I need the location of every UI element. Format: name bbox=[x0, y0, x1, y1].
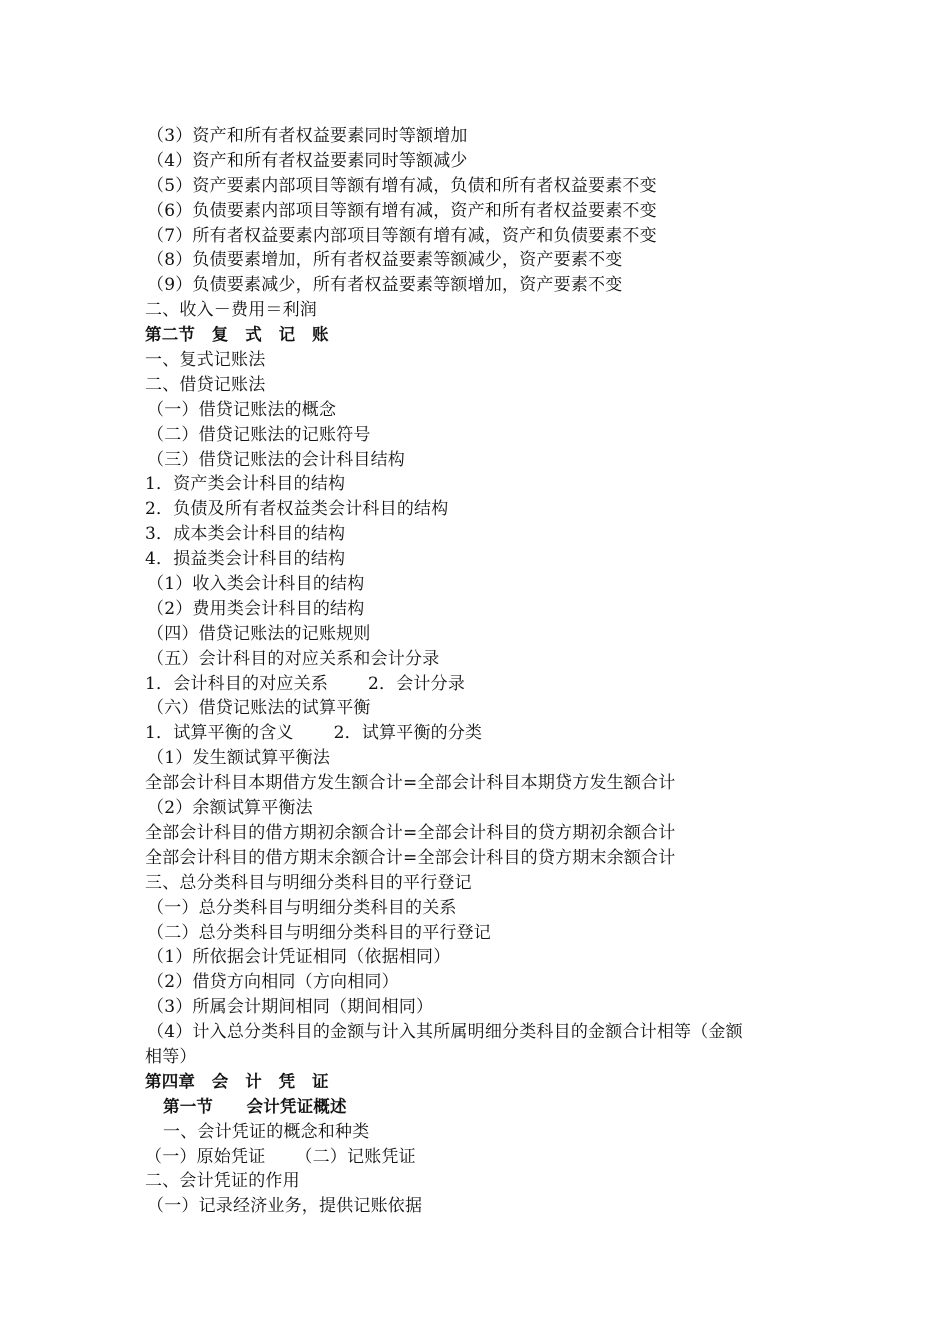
text-line: （2）余额试算平衡法 bbox=[147, 798, 313, 819]
text-line: （1）所依据会计凭证相同（依据相同） bbox=[147, 947, 451, 968]
text-line: （5）资产要素内部项目等额有增有减，负债和所有者权益要素不变 bbox=[147, 175, 657, 196]
text-line bbox=[145, 672, 825, 697]
text-line: （3）资产和所有者权益要素同时等额增加 bbox=[147, 126, 468, 146]
text-segment: 2．会计分录 bbox=[368, 673, 466, 694]
text-line: （六）借贷记账法的试算平衡 bbox=[147, 698, 371, 719]
text-line: （6）负债要素内部项目等额有增有减，资产和所有者权益要素不变 bbox=[147, 200, 657, 221]
text-line: （4）资产和所有者权益要素同时等额减少 bbox=[147, 150, 468, 171]
text-segment: （一）原始凭证 bbox=[145, 1146, 266, 1167]
chapter-heading: 第四章 会 计 凭 证 bbox=[145, 1071, 329, 1091]
text-line: 全部会计科目本期借方发生额合计=全部会计科目本期贷方发生额合计 bbox=[145, 773, 676, 794]
text-line: 二、收入－费用＝利润 bbox=[145, 300, 317, 321]
text-segment: （二）记账凭证 bbox=[295, 1146, 416, 1167]
text-line: （一）借贷记账法的概念 bbox=[147, 399, 337, 420]
text-segment: 1．试算平衡的含义 bbox=[145, 723, 294, 744]
text-line: 4．损益类会计科目的结构 bbox=[145, 549, 346, 570]
text-line: （8）负债要素增加，所有者权益要素等额减少，资产要素不变 bbox=[147, 250, 623, 271]
text-line: （四）借贷记账法的记账规则 bbox=[147, 623, 371, 644]
text-line: 三、总分类科目与明细分类科目的平行登记 bbox=[145, 872, 472, 893]
text-line: 全部会计科目的借方期初余额合计=全部会计科目的贷方期初余额合计 bbox=[145, 822, 676, 843]
text-line: 2．负债及所有者权益类会计科目的结构 bbox=[145, 499, 449, 520]
text-line: （五）会计科目的对应关系和会计分录 bbox=[147, 648, 440, 669]
text-line: 一、复式记账法 bbox=[145, 350, 266, 371]
text-line: （3）所属会计期间相同（期间相同） bbox=[147, 997, 434, 1018]
text-line: （2）借贷方向相同（方向相同） bbox=[147, 972, 399, 993]
text-line: 二、会计凭证的作用 bbox=[145, 1171, 300, 1192]
text-line: （1）发生额试算平衡法 bbox=[147, 748, 331, 769]
text-line: （二）借贷记账法的记账符号 bbox=[147, 424, 371, 445]
text-line: （二）总分类科目与明细分类科目的平行登记 bbox=[147, 922, 491, 943]
text-segment: 2．试算平衡的分类 bbox=[333, 723, 483, 744]
text-line: （9）负债要素减少，所有者权益要素等额增加，资产要素不变 bbox=[147, 275, 623, 296]
text-line bbox=[145, 721, 825, 746]
section-heading: 第一节 会计凭证概述 bbox=[163, 1096, 347, 1116]
text-line bbox=[145, 1145, 825, 1170]
text-line: （2）费用类会计科目的结构 bbox=[147, 598, 365, 619]
text-line: 二、借贷记账法 bbox=[145, 374, 266, 395]
text-line: （1）收入类会计科目的结构 bbox=[147, 574, 365, 595]
text-line: 一、会计凭证的概念和种类 bbox=[163, 1121, 370, 1142]
text-line: （4）计入总分类科目的金额与计入其所属明细分类科目的金额合计相等（金额 bbox=[147, 1022, 743, 1043]
text-line: 全部会计科目的借方期末余额合计=全部会计科目的贷方期末余额合计 bbox=[145, 847, 676, 868]
section-heading: 第二节 复 式 记 账 bbox=[145, 325, 329, 345]
text-line: （三）借贷记账法的会计科目结构 bbox=[147, 449, 405, 470]
text-line: （一）总分类科目与明细分类科目的关系 bbox=[147, 897, 457, 918]
document-body bbox=[145, 124, 825, 1219]
text-line: 1．资产类会计科目的结构 bbox=[145, 474, 346, 495]
text-line: 相等） bbox=[145, 1046, 197, 1067]
text-line: （7）所有者权益要素内部项目等额有增有减，资产和负债要素不变 bbox=[147, 225, 657, 246]
text-line: （一）记录经济业务，提供记账依据 bbox=[147, 1196, 423, 1217]
text-segment: 1．会计科目的对应关系 bbox=[145, 673, 329, 694]
text-line: 3．成本类会计科目的结构 bbox=[145, 524, 346, 545]
